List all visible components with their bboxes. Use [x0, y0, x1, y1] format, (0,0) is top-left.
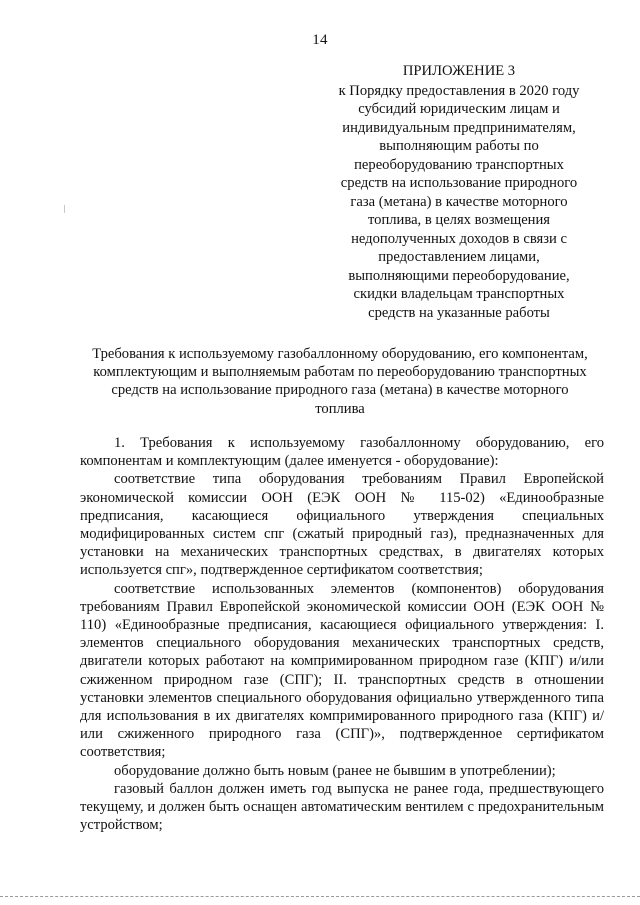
title-line: комплектующим и выполняемым работам по переоборудованию транспортных: [93, 364, 587, 381]
appendix-line: недополученных доходов в связи с: [351, 230, 567, 247]
appendix-line: скидки владельцам транспортных: [353, 286, 565, 302]
bottom-edge-rule: [0, 896, 640, 897]
appendix-line: индивидуальным предпринимателям,: [342, 119, 576, 136]
appendix-header: [316, 62, 602, 322]
document-body: [80, 434, 604, 834]
appendix-line: газа (метана) в качестве моторного: [350, 193, 568, 210]
appendix-line: переоборудованию транспортных: [354, 156, 564, 173]
paragraph-requirements-intro: 1. Требования к используемому газобаллонному оборудованию, его компонентам и комплектующим (далее именуется - оборудование):: [80, 435, 604, 470]
paragraph-gas-cylinder: газовый баллон должен иметь год выпуска не ранее года, предшествующего текущему, и должен быть оснащен автоматическим вентилем с предохранительным устройством;: [80, 780, 604, 834]
appendix-heading: ПРИЛОЖЕНИЕ 3: [402, 63, 516, 79]
appendix-line: топлива, в целях возмещения: [367, 212, 551, 228]
appendix-line: выполняющим работы по: [379, 138, 539, 154]
margin-mark: [64, 205, 65, 213]
document-title: [80, 345, 600, 418]
appendix-line: средств на указанные работы: [368, 304, 550, 321]
paragraph-new-equipment: оборудование должно быть новым (ранее не бывшим в употреблении);: [114, 762, 556, 779]
title-line: топлива: [315, 400, 365, 417]
title-line: Требования к используемому газобаллонному оборудованию, его компонентам,: [92, 346, 588, 362]
paragraph-ece-110: соответствие использованных элементов (компонентов) оборудования требованиям Правил Европейской экономической комиссии ООН (ЕЭК ООН № 110) «Единообразные предписания, касающиеся официального утверждения: I. элементов специального оборудования механических транспортных средств, двигатели которых работают на компримированном природном газе (КПГ) и/или сжиженном природном газе (СПГ); II. транспортных средств в отношении установки элементов специального оборудования официально утвержденного типа для использования в их двигателях компримированного природного газа (КПГ) и/или сжиженного природного газа (СПГ)», подтвержденное сертификатом соответствия;: [80, 580, 604, 761]
appendix-line: субсидий юридическим лицам и: [358, 101, 560, 117]
page-number: 14: [312, 32, 328, 48]
appendix-line: выполняющими переоборудование,: [348, 267, 570, 284]
paragraph-ece-115: соответствие типа оборудования требованиям Правил Европейской экономической комиссии ООН (ЕЭК ООН № 115-02) «Единообразные предписания, касающиеся официального утверждения специальных модифицированных систем спг (сжатый природный газ), предназначенных для установки на механических транспортных средствах, в двигателях которых используется спг», подтвержденное сертификатом соответствия;: [80, 471, 604, 579]
title-line: средств на использование природного газа (метана) в качестве моторного: [111, 382, 569, 399]
appendix-line: к Порядку предоставления в 2020 году: [338, 82, 580, 99]
appendix-line: средств на использование природного: [340, 175, 578, 191]
appendix-line: предоставлением лицами,: [378, 249, 540, 265]
